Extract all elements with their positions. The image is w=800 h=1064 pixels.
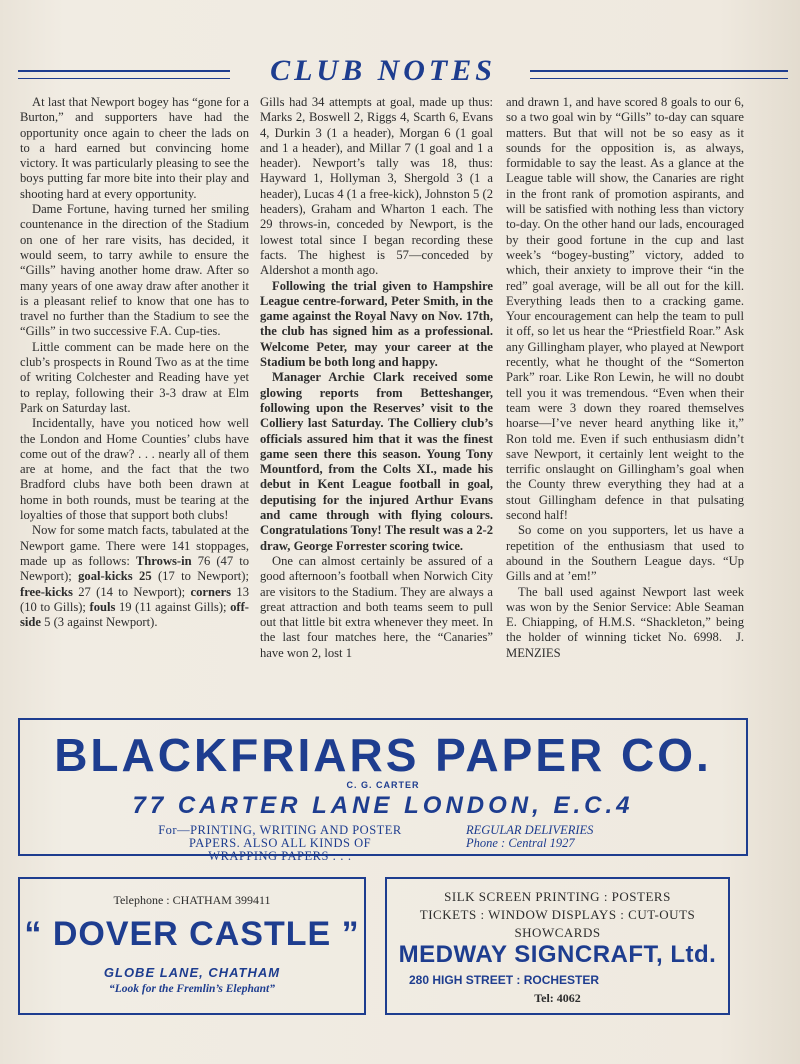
advert-services-line: WRAPPING PAPERS : : : [208,849,352,863]
advert-delivery-line: REGULAR DELIVERIES [466,823,594,837]
facts-label: fouls [89,599,116,614]
match-facts-paragraph [20,523,249,630]
facts-label: free-kicks [20,584,73,599]
facts-label: corners [190,584,232,599]
advert-proprietor: C. G. CARTER [346,780,420,790]
advert-services [120,824,440,863]
news-paragraph-bold [260,370,493,554]
dover-castle-advert [18,877,366,1015]
medway-signcraft-advert [385,877,730,1015]
facts-value: 19 (11 against Gills); [115,599,231,614]
article-column-1 [20,95,249,630]
facts-value: 76 (47 to Newport); [20,553,249,584]
bold-text: Manager Archie Clark received some glowing reports from Betteshanger, following upon the Reserves’ visit to the Colliery last Saturday. The Colliery club’s officials assured him that it was the finest game seen there this season. Young Tony Mountford, from the Colts XI., made his debut in Kent League football in goal, deputising for the injured Arthur Evans and came through with flying colours. Congratulations Tony! The result was a 2-2 draw, George Forrester scoring twice. [260,370,493,553]
article-column-3 [506,95,744,661]
advert-delivery [466,824,686,850]
advert-services-line: For—PRINTING, WRITING AND POSTER [158,823,402,837]
advert-services-line: SHOWCARDS [514,925,601,940]
facts-intro: Now for some match facts, tabulated at the Newport game. There were 141 stoppages, made up as follows: [20,523,249,568]
bold-text: Following the trial given to Hampshire League centre-forward, Peter Smith, in the game against the Royal Navy on Nov. 17th, the club has signed him as a professional. Welcome Peter, may your career at the Stadium be both long and happy. [260,278,493,370]
advert-slogan: “Look for the Fremlin’s Elephant” [109,983,275,995]
advert-address: 280 HIGH STREET : ROCHESTER [409,973,600,987]
advert-address: 77 CARTER LANE LONDON, E.C.4 [132,792,634,819]
news-paragraph-bold [260,279,493,371]
paragraph: Dame Fortune, having turned her smiling countenance in the direction of the Stadium on one of her rare visits, has decided, it would seem, to tarry awhile to ensure the “Gills” having another home draw. After so many years of one away draw after another it is a pleasant relief to know that one has to travel no further than the Stadium to see the “Gills” in two successive F.A. Cup-ties. [20,202,249,339]
paragraph: and drawn 1, and have scored 8 goals to our 6, so a two goal win by “Gills” to-day can square matters. But that will not be so easy as it sounds for the opposition is, as always, formidable to say the least. As a glance at the League table will show, the Canaries are right in the front rank of promotion aspirants, and will be satisfied with nothing less than victory to-day. On the other hand our lads, encouraged by their good fortune in the cup and last week’s “bogey-busting” victory, added to which, their anxiety to improve their “in the red” goal average, will be all out for the kill. Everything leads then to a cracking game. Your encouragement can help the team to pull it off, so let us hear the “Priestfield Roar.” Ask any Gillingham player, who played at Newport recently, what he thought of the “Somerton Park” roar. Like Ron Lewin, he will no doubt tell you it was tremendous. “Even when their team were 3 down they roared themselves hoarse—I’ve never heard anything like it,” Ron told me. Even if such enthusiasm didn’t save Newport, it certainly lent weight to the terrific onslaught on Gillingham’s goal when the County threw everything they had at a stout Gillingham defence in that pulsating second half! [506,95,744,523]
facts-value: 27 (14 to Newport); [72,584,191,599]
facts-value: (17 to Newport); [151,569,249,584]
facts-value: 5 (3 against Newport). [41,615,158,630]
paragraph [506,585,744,661]
author-signature: J. MENZIES [506,630,744,660]
page-title: CLUB NOTES [270,54,496,87]
advert-location: GLOBE LANE, CHATHAM [103,965,281,980]
paragraph: Gills had 34 attempts at goal, made up thus: Marks 2, Boswell 2, Riggs 4, Scarth 6, Evans 4, Durkin 3 (1 a header), Morgan 6 (1 goal and 1 a header), and Millar 7 (1 goal and 1 a header). Newport’s tally was 18, thus: Hayward 1, Hollyman 3, Shergold 3 (1 a header), Lucas 4 (1 a free-kick), Johnston 5 (2 headers), Graham and Wharton 1 each. The 29 throws-in, conceded by Newport, is the lowest total since I began recording these facts. The highest is 57—conceded by Aldershot a month ago. [260,95,493,278]
advert-services-line: PAPERS. ALSO ALL KINDS OF [188,836,372,850]
advert-pub-name: “ DOVER CASTLE ” [24,915,360,953]
advert-company-name: BLACKFRIARS PAPER CO. [54,729,712,781]
masthead-rule-right [530,70,788,79]
article-column-2 [260,95,493,661]
paragraph: So come on you supporters, let us have a repetition of the enthusiasm that used to abound in the Southern League days. “Up Gills and at ’em!” [506,523,744,584]
advert-telephone: Tel: 4062 [534,991,581,1005]
advert-services-line: TICKETS : WINDOW DISPLAYS : CUT-OUTS [419,907,696,922]
facts-label: Throws-in [135,553,192,568]
paragraph: At last that Newport bogey has “gone for a Burton,” and supporters have had the opportunity once again to cheer the lads on to a hard earned but convincing home victory. It was particularly pleasing to see the boys putting far more bite into their play and shooting hard at every opportunity. [20,95,249,201]
masthead [18,54,788,92]
facts-label: goal-kicks 25 [78,569,152,584]
paragraph: One can almost certainly be assured of a good afternoon’s football when Norwich City are visitors to the Stadium. They are always a great attraction and both teams seem to pull out that little bit extra whenever they meet. In the last four matches here, the “Canaries” have won 2, lost 1 [260,553,493,660]
advert-services-line: SILK SCREEN PRINTING : POSTERS [444,889,671,904]
advert-company-name: MEDWAY SIGNCRAFT, Ltd. [398,941,717,968]
advert-telephone: Telephone : CHATHAM 399411 [113,893,271,907]
paragraph: Little comment can be made here on the club’s prospects in Round Two as at the time of writing Colchester and Reading have yet to replay, following their 3-3 draw at Elm Park on Saturday last. [20,339,249,415]
masthead-rule-left [18,70,230,79]
facts-label: off-side [20,599,249,630]
paragraph: Incidentally, have you noticed how well the London and Home Counties’ clubs have come out of the draw? . . . nearly all of them are at home, and the fact that the two Bradford clubs have both been drawn at home in both rounds, must be tearing at the loyalties of those that support both clubs! [20,416,249,523]
paragraph-text: The ball used against Newport last week was won by the Senior Service: Able Seaman E. Chiapping, of H.M.S. “Shackleton,” being the holder of winning ticket No. 6998. [506,584,744,645]
blackfriars-advert [18,718,748,863]
advert-phone: Phone : Central 1927 [466,836,575,850]
facts-value: 13 (10 to Gills); [20,584,249,614]
